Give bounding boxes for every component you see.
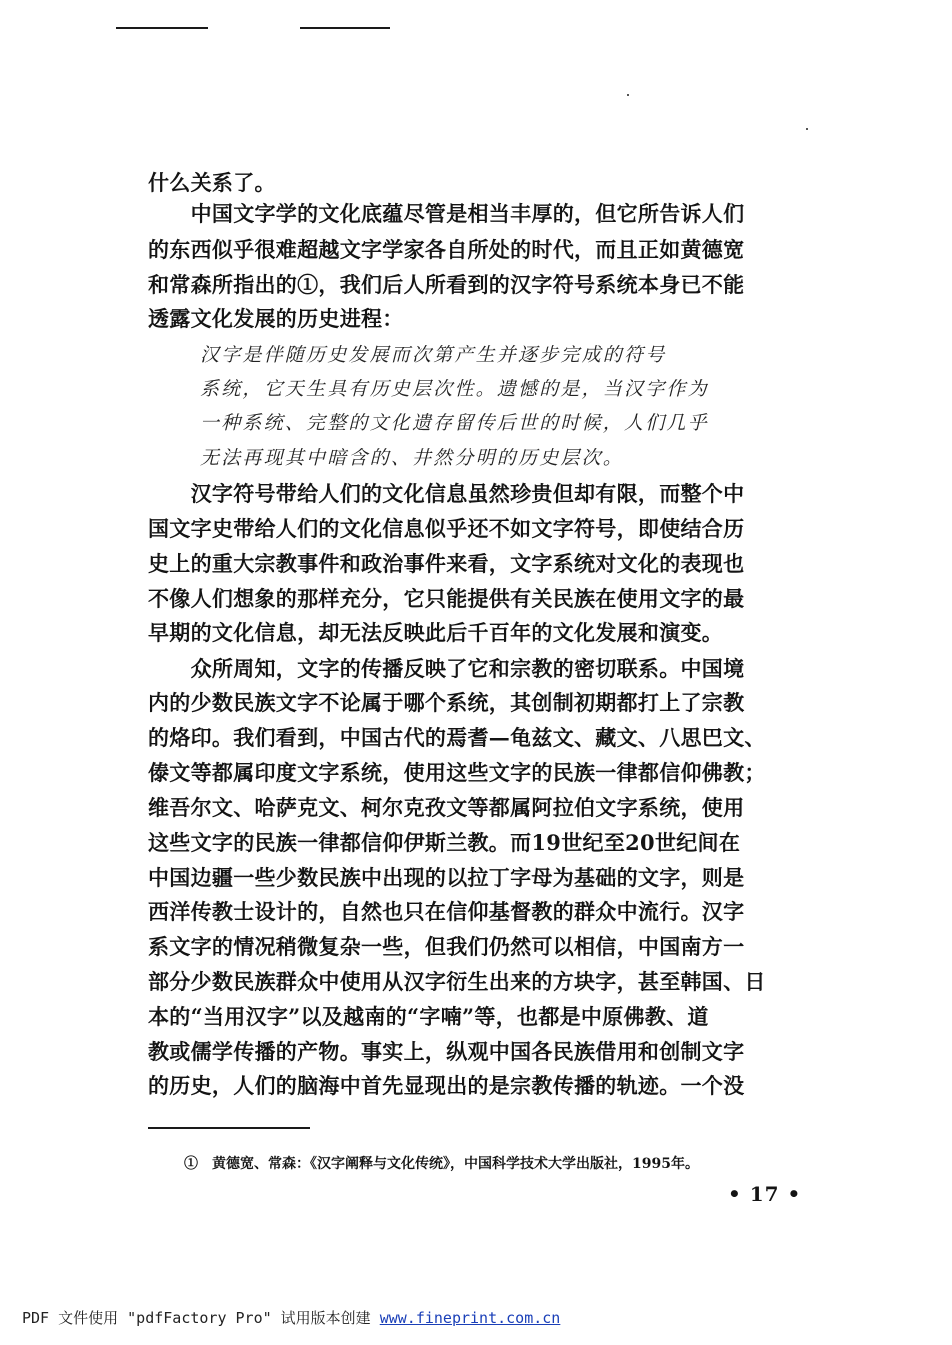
text-line: 的烙印。我们看到，中国古代的焉耆—龟兹文、藏文、八思巴文、 [148,725,766,750]
quote-line: 一种系统、完整的文化遗存留传后世的时候，人们几乎 [200,412,709,434]
pdf-watermark [22,1307,560,1329]
text-line: 西洋传教士设计的，自然也只在信仰基督教的群众中流行。汉字 [148,899,745,924]
scan-speck [627,94,629,96]
text-line: 教或儒学传播的产物。事实上，纵观中国各民族借用和创制文字 [148,1039,745,1064]
quote-line: 汉字是伴随历史发展而次第产生并逐步完成的符号 [200,344,667,366]
watermark-link[interactable]: www.fineprint.com.cn [379,1309,561,1327]
footnote: ① 黄德宽、常森：《汉字阐释与文化传统》，中国科学技术大学出版社，1995年。 [184,1156,699,1172]
scan-speck [806,128,808,130]
text-line: 透露文化发展的历史进程： [148,306,404,331]
text-line: 和常森所指出的①，我们后人所看到的汉字符号系统本身已不能 [148,272,745,297]
text-line: 傣文等都属印度文字系统，使用这些文字的民族一律都信仰佛教； [148,760,766,785]
text-line: 部分少数民族群众中使用从汉字衍生出来的方块字，甚至韩国、日 [148,969,766,994]
text-line: 国文字史带给人们的文化信息似乎还不如文字符号，即使结合历 [148,516,745,541]
text-line: 的历史，人们的脑海中首先显现出的是宗教传播的轨迹。一个没 [148,1073,745,1098]
text-line: 系文字的情况稍微复杂一些，但我们仍然可以相信，中国南方一 [148,934,745,959]
page-number: • 17 • [728,1182,802,1206]
text-line: 不像人们想象的那样充分，它只能提供有关民族在使用文字的最 [148,586,745,611]
text-line: 内的少数民族文字不论属于哪个系统，其创制初期都打上了宗教 [148,690,745,715]
text-line: 中国文字学的文化底蕴尽管是相当丰厚的，但它所告诉人们 [148,201,745,226]
text-line: 史上的重大宗教事件和政治事件来看，文字系统对文化的表现也 [148,551,745,576]
quote-line: 系统，它天生具有历史层次性。遗憾的是，当汉字作为 [200,378,709,400]
text-line: 的东西似乎很难超越文字学家各自所处的时代，而且正如黄德宽 [148,237,745,262]
watermark-text: PDF 文件使用 "pdfFactory Pro" 试用版本创建 [22,1309,380,1327]
header-rule-right [300,27,390,29]
text-line: 众所周知，文字的传播反映了它和宗教的密切联系。中国境 [148,656,745,681]
text-line: 维吾尔文、哈萨克文、柯尔克孜文等都属阿拉伯文字系统，使用 [148,795,745,820]
quote-line: 无法再现其中暗含的、井然分明的历史层次。 [200,447,625,469]
header-rule-left [116,27,208,29]
text-line: 这些文字的民族一律都信仰伊斯兰教。而19世纪至20世纪间在 [148,830,741,855]
footnote-divider [148,1127,310,1129]
text-line: 本的“当用汉字”以及越南的“字喃”等，也都是中原佛教、道 [148,1004,709,1029]
text-line: 中国边疆一些少数民族中出现的以拉丁字母为基础的文字，则是 [148,865,745,890]
text-line: 汉字符号带给人们的文化信息虽然珍贵但却有限，而整个中 [148,481,745,506]
text-line: 什么关系了。 [148,170,276,195]
text-line: 早期的文化信息，却无法反映此后千百年的文化发展和演变。 [148,620,724,645]
